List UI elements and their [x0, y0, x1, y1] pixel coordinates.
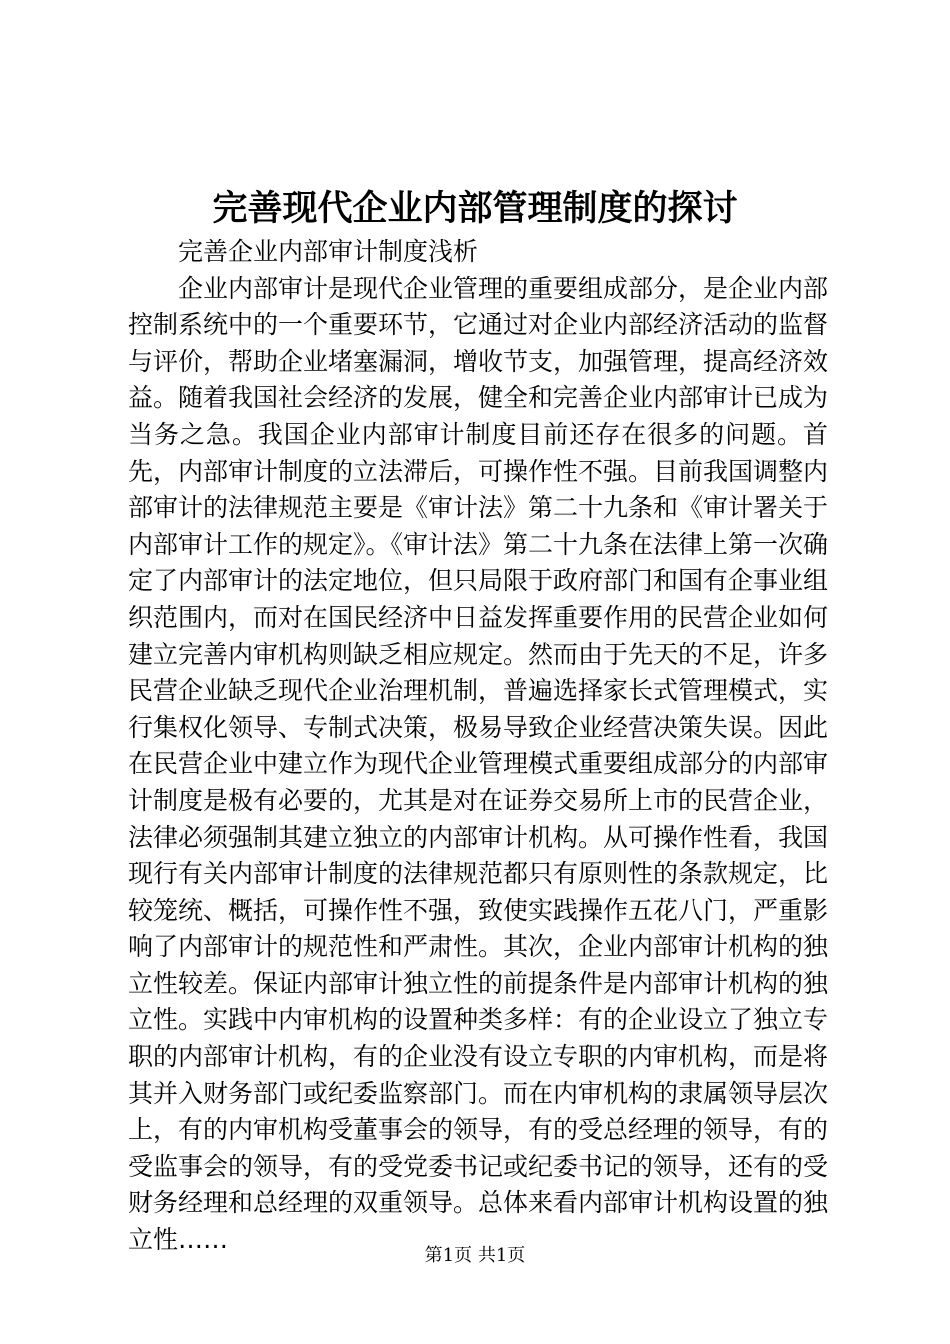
document-body: [128, 234, 828, 1259]
body-paragraph: 企业内部审计是现代企业管理的重要组成部分，是企业内部控制系统中的一个重要环节，它通过对企业内部经济活动的监督与评价，帮助企业堵塞漏洞，增收节支，加强管理，提高经济效益。随着我国社会经济的发展，健全和完善企业内部审计已成为当务之急。我国企业内部审计制度目前还存在很多的问题。首先，内部审计制度的立法滞后，可操作性不强。目前我国调整内部审计的法律规范主要是《审计法》第二十九条和《审计署关于内部审计工作的规定》。《审计法》第二十九条在法律上第一次确定了内部审计的法定地位，但只局限于政府部门和国有企事业组织范围内，而对在国民经济中日益发挥重要作用的民营企业如何建立完善内审机构则缺乏相应规定。然而由于先天的不足，许多民营企业缺乏现代企业治理机制，普遍选择家长式管理模式，实行集权化领导、专制式决策，极易导致企业经营决策失误。因此在民营企业中建立作为现代企业管理模式重要组成部分的内部审计制度是极有必要的，尤其是对在证券交易所上市的民营企业，法律必须强制其建立独立的内部审计机构。从可操作性看，我国现行有关内部审计制度的法律规范都只有原则性的条款规定，比较笼统、概括，可操作性不强，致使实践操作五花八门，严重影响了内部审计的规范性和严肃性。其次，企业内部审计机构的独立性较差。保证内部审计独立性的前提条件是内部审计机构的独立性。实践中内审机构的设置种类多样：有的企业设立了独立专职的内部审计机构，有的企业没有设立专职的内审机构，而是将其并入财务部门或纪委监察部门。而在内审机构的隶属领导层次上，有的内审机构受董事会的领导，有的受总经理的领导，有的受监事会的领导，有的受党委书记或纪委书记的领导，还有的受财务经理和总经理的双重领导。总体来看内部审计机构设置的独立性……: [128, 273, 829, 1255]
page-footer: 第1页 共1页: [424, 1245, 526, 1266]
subtitle: 完善企业内部审计制度浅析: [178, 237, 479, 266]
page-title: 完善现代企业内部管理制度的探讨: [212, 188, 738, 229]
